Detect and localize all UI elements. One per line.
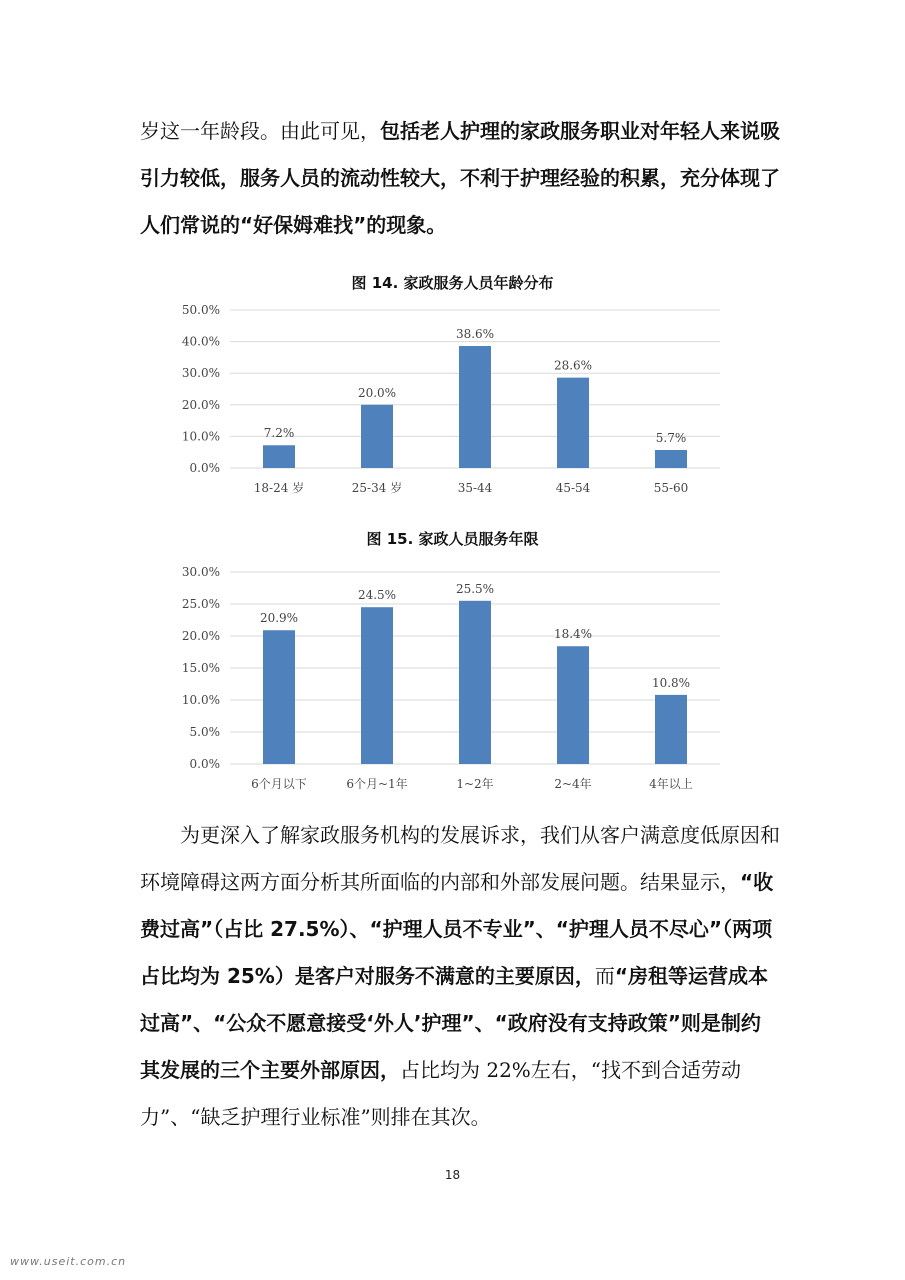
x-tick-label: 6个月~1年 xyxy=(346,777,408,791)
x-tick-label: 1~2年 xyxy=(456,777,494,791)
y-tick-label: 20.0% xyxy=(181,397,220,412)
data-label: 18.4% xyxy=(553,627,593,642)
data-label: 10.8% xyxy=(651,675,691,690)
bar xyxy=(557,378,589,468)
x-tick-label: 55-60 xyxy=(653,481,689,495)
y-tick-label: 0.0% xyxy=(189,757,220,771)
x-tick-label: 4年以上 xyxy=(649,777,693,791)
bar xyxy=(361,405,393,468)
x-tick-label: 18-24 岁 xyxy=(253,481,305,495)
paragraph-1-bold-text: 包括老人护理的家政服务职业对年轻人来说吸引力较低，服务人员的流动性较大，不利于护理经验的积累，充分体现了人们常说的“好保姆难找”的现象。 xyxy=(140,119,780,237)
paragraph-1 xyxy=(140,108,780,249)
y-tick-label: 20.0% xyxy=(181,629,220,643)
y-tick-label: 30.0% xyxy=(181,565,220,579)
y-tick-label: 15.0% xyxy=(181,661,220,675)
paragraph-2-text-3: 占比均为 22%左右，“找不到合适劳动力”、“缺乏护理行业标准”则排在其次。 xyxy=(140,1058,742,1129)
paragraph-2-text-2: 而 xyxy=(594,964,615,988)
y-tick-label: 50.0% xyxy=(181,303,220,317)
x-tick-label: 6个月以下 xyxy=(251,777,307,791)
data-label: 5.7% xyxy=(655,430,687,445)
chart-15 xyxy=(150,560,750,800)
data-label: 25.5% xyxy=(455,581,495,596)
bar xyxy=(459,601,491,764)
paragraph-2-text: 为更深入了解家政服务机构的发展诉求，我们从客户满意度低原因和环境障碍这两方面分析其所面临的内部和外部发展问题。结果显示， xyxy=(140,823,780,894)
y-tick-label: 25.0% xyxy=(181,597,220,611)
y-tick-label: 10.0% xyxy=(181,693,220,707)
data-label: 20.9% xyxy=(259,611,299,626)
y-tick-label: 30.0% xyxy=(181,366,220,381)
bar xyxy=(263,445,295,468)
paragraph-2-bold-text-2: “房租等运营成本过高”、“公众不愿意接受‘外人’护理”、“政府没有支持政策”则是制约其发展的三个主要外部原因， xyxy=(140,964,768,1082)
chart-14-title: 图 14. 家政服务人员年龄分布 xyxy=(351,274,554,292)
bar xyxy=(557,646,589,764)
bar xyxy=(361,607,393,764)
chart-15-title: 图 15. 家政人员服务年限 xyxy=(366,530,539,548)
x-tick-label: 2~4年 xyxy=(554,777,592,791)
page-number: 18 xyxy=(444,1168,461,1182)
bar xyxy=(655,695,687,764)
bar xyxy=(263,630,295,764)
data-label: 24.5% xyxy=(357,588,397,603)
data-label: 28.6% xyxy=(553,358,593,373)
chart-14 xyxy=(150,298,750,503)
paragraph-2 xyxy=(140,812,780,1141)
x-tick-label: 45-54 xyxy=(555,481,591,495)
data-label: 38.6% xyxy=(455,327,495,342)
paragraph-2-bold-text-1: “收费过高”（占比 27.5%）、“护理人员不专业”、“护理人员不尽心”（两项占比均为 25%）是客户对服务不满意的主要原因， xyxy=(140,870,774,988)
bar xyxy=(655,450,687,468)
y-tick-label: 5.0% xyxy=(189,725,220,739)
y-tick-label: 40.0% xyxy=(181,334,220,349)
y-tick-label: 0.0% xyxy=(189,461,220,475)
data-label: 20.0% xyxy=(357,385,397,400)
paragraph-1-text: 岁这一年龄段。由此可见， xyxy=(140,119,380,143)
data-label: 7.2% xyxy=(263,426,295,441)
x-tick-label: 35-44 xyxy=(457,481,493,495)
watermark: www.useit.com.cn xyxy=(10,1255,127,1268)
bar xyxy=(459,346,491,468)
y-tick-label: 10.0% xyxy=(181,429,220,444)
x-tick-label: 25-34 岁 xyxy=(351,481,403,495)
